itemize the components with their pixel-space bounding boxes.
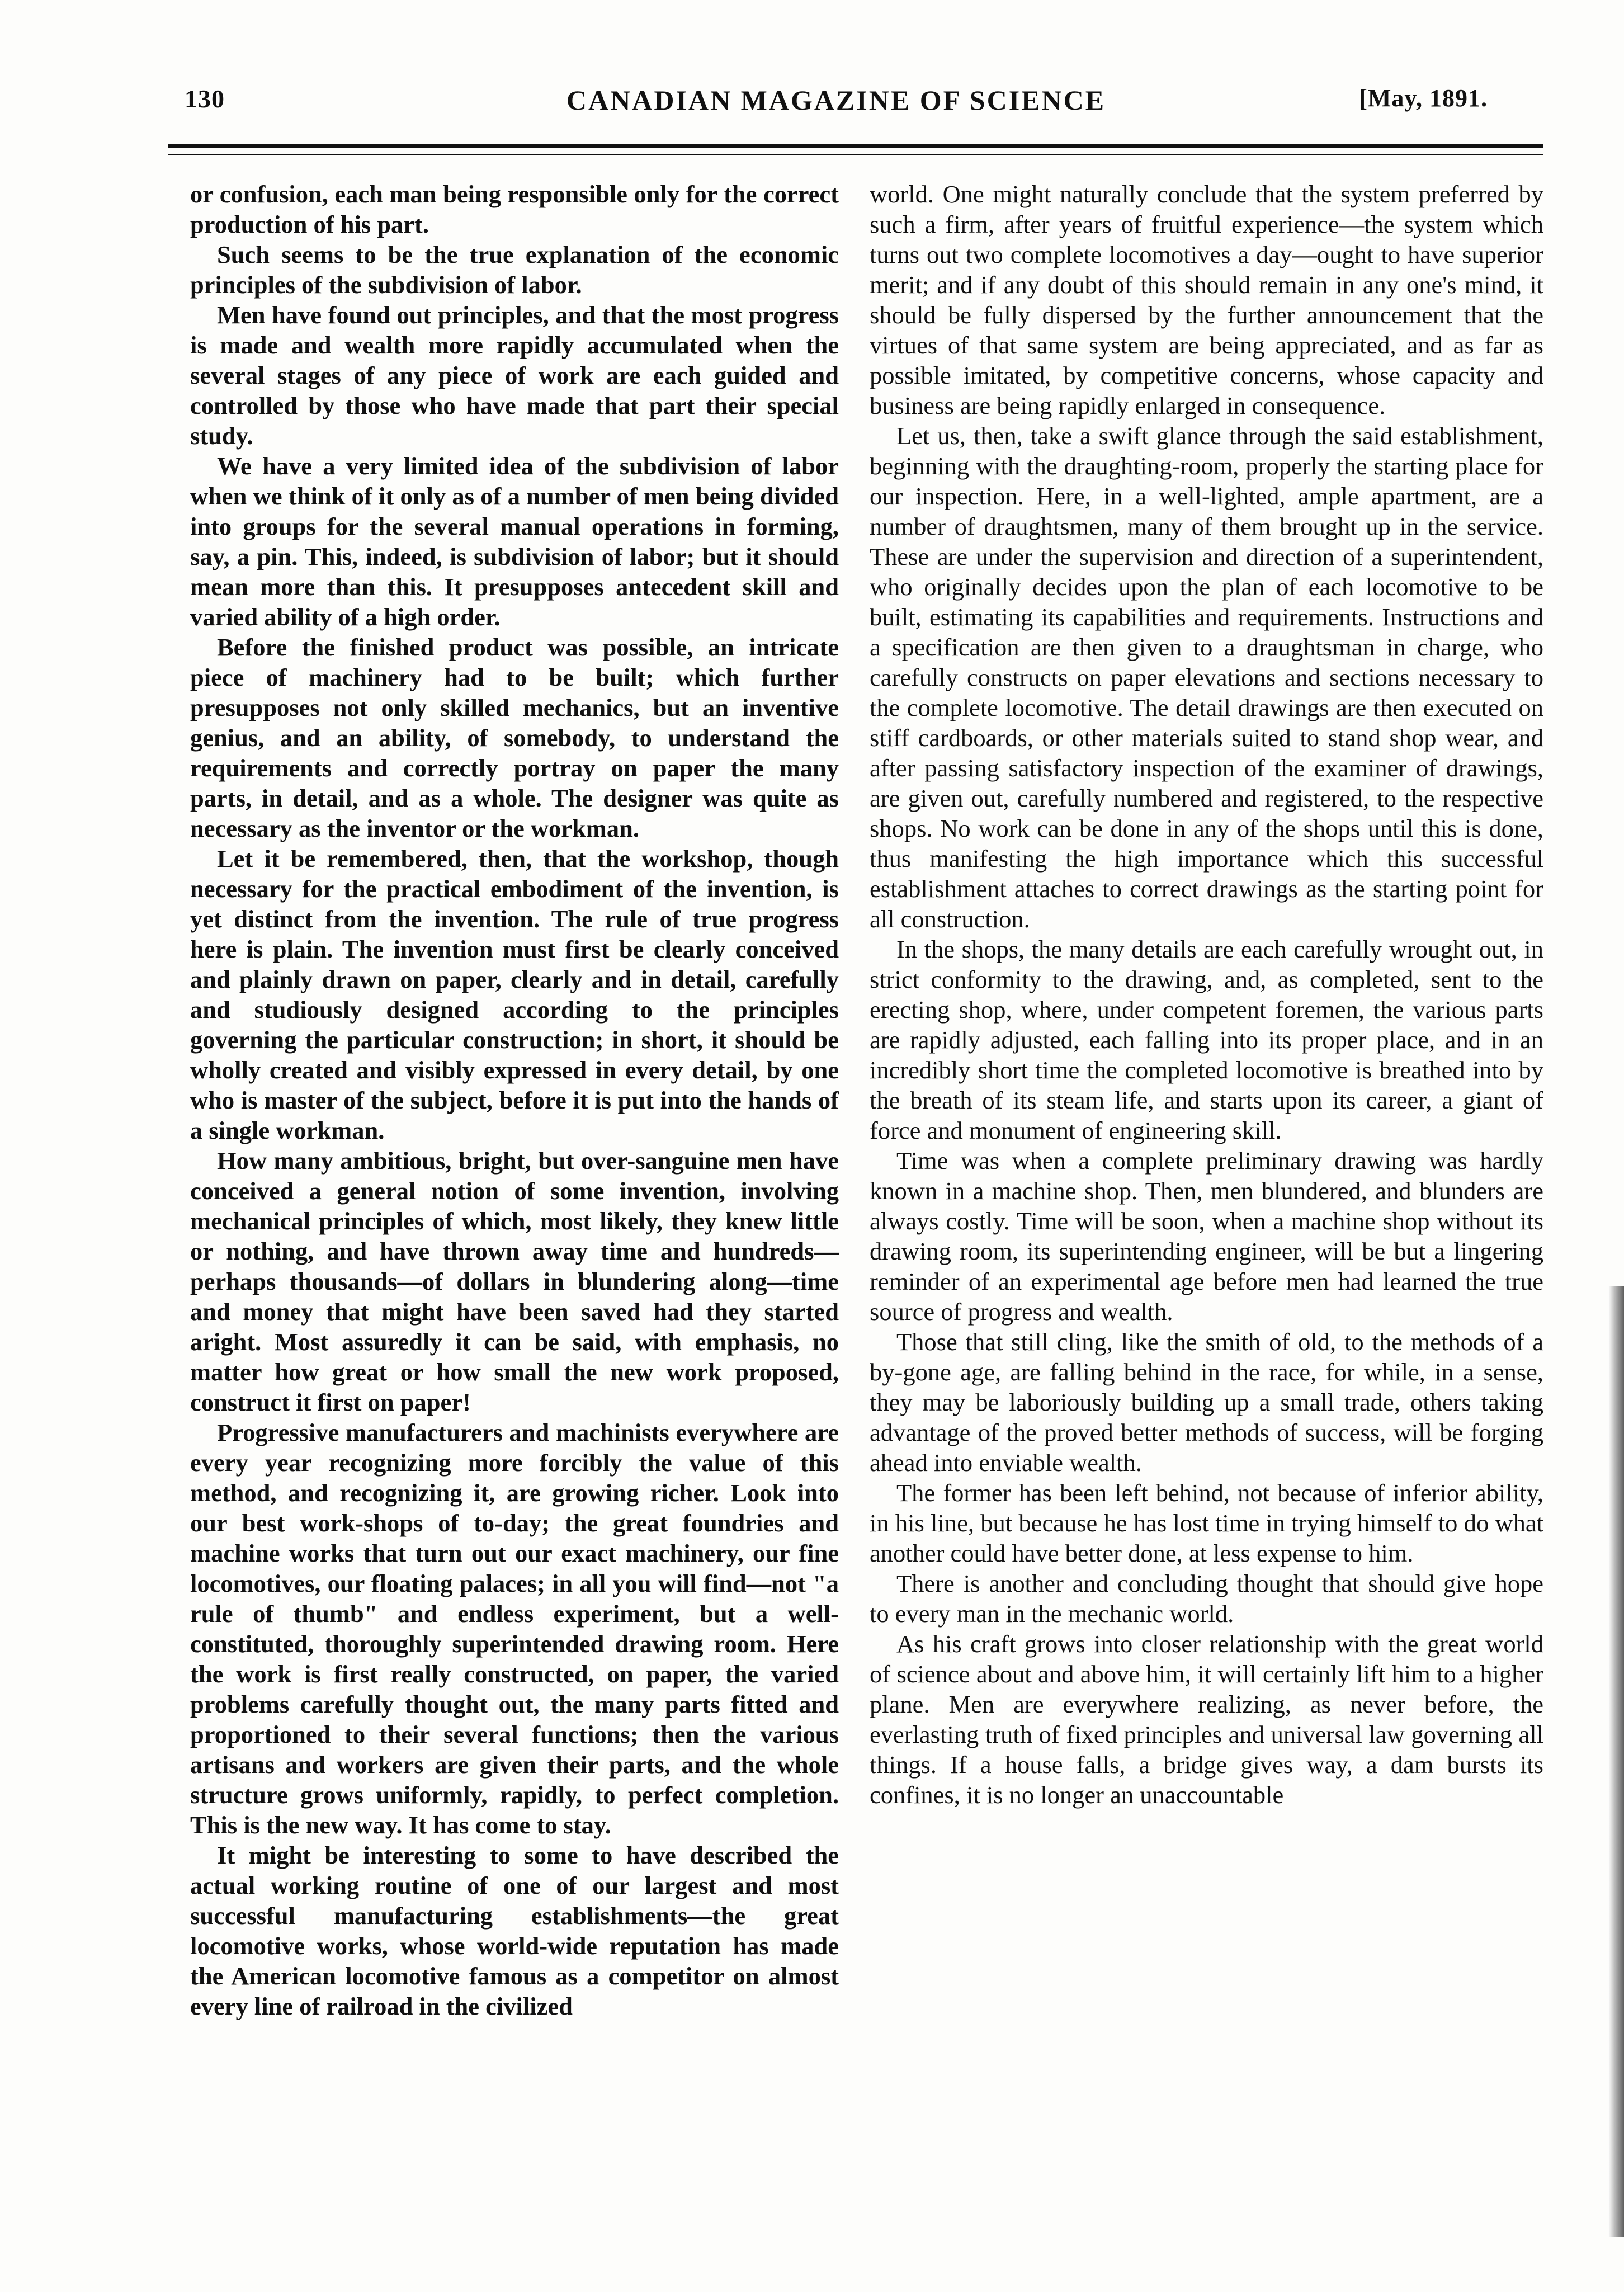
paragraph: Men have found out principles, and that the most progress is made and wealth more rapidly accumulated when the several stages of any piece of work are each guided and controlled by those who have made that part their special study. bbox=[190, 301, 839, 450]
paragraph: There is another and concluding thought that should give hope to every man in the mechanic world. bbox=[870, 1569, 1543, 1628]
paragraph: or confusion, each man being responsible only for the correct production of his part. bbox=[190, 180, 839, 238]
paragraph: Let it be remembered, then, that the workshop, though necessary for the practical embodiment of the invention, is yet distinct from the invention. The rule of true progress here is plain. The invention must first be clearly conceived and plainly drawn on paper, clearly and in detail, carefully and studiously designed according to the principles governing the particular construction; in short, it should be wholly created and visibly expressed in every detail, by one who is master of the subject, before it is put into the hands of a single workman. bbox=[190, 845, 839, 1144]
paragraph: Those that still cling, like the smith of old, to the methods of a by-gone age, are falling behind in the race, for while, in a sense, they may be laboriously building up a small trade, others taking advantage of the proved better methods of success, will be forging ahead into enviable wealth. bbox=[870, 1328, 1543, 1477]
paragraph: Progressive manufacturers and machinists everywhere are every year recognizing more forcibly the value of this method, and recognizing it, are growing richer. Look into our best work-shops of to-day; the great foundries and machine works that turn out our exact machinery, our fine locomotives, our floating palaces; in all you will find—not "a rule of thumb" and endless experiment, but a well-constituted, thoroughly superintended drawing room. Here the work is first really constructed, on paper, the varied problems carefully thought out, the many parts fitted and proportioned to their several functions; then the various artisans and workers are given their parts, and the whole structure grows uniformly, rapidly, to perfect completion. This is the new way. It has come to stay. bbox=[190, 1418, 839, 1839]
paragraph: The former has been left behind, not because of inferior ability, in his line, but because he has lost time in trying himself to do what another could have better done, at less expense to him. bbox=[870, 1479, 1543, 1567]
paragraph: Before the finished product was possible, an intricate piece of machinery had to be built; which further presupposes not only skilled mechanics, but an inventive genius, and an ability, of somebody, to understand the requirements and correctly portray on paper the many parts, in detail, and as a whole. The designer was quite as necessary as the inventor or the workman. bbox=[190, 633, 839, 842]
right-column bbox=[870, 179, 1543, 1810]
paragraph: world. One might naturally conclude that the system preferred by such a firm, after years of fruitful experience—the system which turns out two complete locomotives a day—ought to have superior merit; and if any doubt of this should remain in any one's mind, it should be fully dispersed by the further announcement that the virtues of that same system are being appreciated, and as far as possible imitated, by competitive concerns, whose capacity and business are being rapidly enlarged in consequence. bbox=[870, 180, 1543, 419]
paragraph: In the shops, the many details are each carefully wrought out, in strict conformity to the drawing, and, as completed, sent to the erecting shop, where, under competent foremen, the various parts are rapidly adjusted, each falling into its proper place, and in an incredibly short time the completed locomotive is breathed into by the breath of its steam life, and starts upon its career, a giant of force and monument of engineering skill. bbox=[870, 935, 1543, 1144]
paragraph: We have a very limited idea of the subdivision of labor when we think of it only as of a number of men being divided into groups for the several manual operations in forming, say, a pin. This, indeed, is subdivision of labor; but it should mean more than this. It presupposes antecedent skill and varied ability of a high order. bbox=[190, 452, 839, 631]
page-edge-shadow bbox=[1608, 1286, 1624, 2237]
header-rule-thick bbox=[168, 144, 1543, 148]
magazine-title: CANADIAN MAGAZINE OF SCIENCE bbox=[566, 84, 1106, 116]
paragraph: How many ambitious, bright, but over-sanguine men have conceived a general notion of some invention, involving mechanical principles of which, most likely, they knew little or nothing, and have thrown away time and hundreds—perhaps thousands—of dollars in blundering along—time and money that might have been saved had they started aright. Most assuredly it can be said, with emphasis, no matter how great or how small the new work proposed, construct it first on paper! bbox=[190, 1147, 839, 1416]
paragraph: It might be interesting to some to have described the actual working routine of one of our largest and most successful manufacturing establishments—the great locomotive works, whose world-wide reputation has made the American locomotive famous as a competitor on almost every line of railroad in the civilized bbox=[190, 1841, 839, 2020]
running-header bbox=[168, 84, 1504, 129]
issue-date: [May, 1891. bbox=[1359, 84, 1488, 112]
paragraph: Such seems to be the true explanation of the economic principles of the subdivision of labor. bbox=[190, 240, 839, 299]
page-number: 130 bbox=[185, 84, 225, 113]
paragraph: Let us, then, take a swift glance through the said establishment, beginning with the draughting-room, properly the starting place for our inspection. Here, in a well-lighted, ample apartment, are a number of draughtsmen, many of them brought up in the service. These are under the supervision and direction of a superintendent, who originally decides upon the plan of each locomotive to be built, estimating its capabilities and requirements. Instructions and a specification are then given to a draughtsman in charge, who carefully constructs on paper elevations and sections necessary to the complete locomotive. The detail drawings are then executed on stiff cardboards, or other materials suited to stand shop wear, and after passing satisfactory inspection of the examiner of drawings, are given out, carefully numbered and registered, to the respective shops. No work can be done in any of the shops until this is done, thus manifesting the high importance which this successful establishment attaches to correct drawings as the starting point for all construction. bbox=[870, 422, 1543, 933]
paragraph: Time was when a complete preliminary drawing was hardly known in a machine shop. Then, men blundered, and blunders are always costly. Time will be soon, when a machine shop without its drawing room, its superintending engineer, will be but a lingering reminder of an experimental age before men had learned the true source of progress and wealth. bbox=[870, 1147, 1543, 1326]
left-column bbox=[190, 179, 839, 2021]
paragraph: As his craft grows into closer relationship with the great world of science about and above him, it will certainly lift him to a higher plane. Men are everywhere realizing, as never before, the everlasting truth of fixed principles and universal law governing all things. If a house falls, a bridge gives way, a dam bursts its confines, it is no longer an unaccountable bbox=[870, 1630, 1543, 1809]
header-rule-thin bbox=[168, 154, 1543, 155]
